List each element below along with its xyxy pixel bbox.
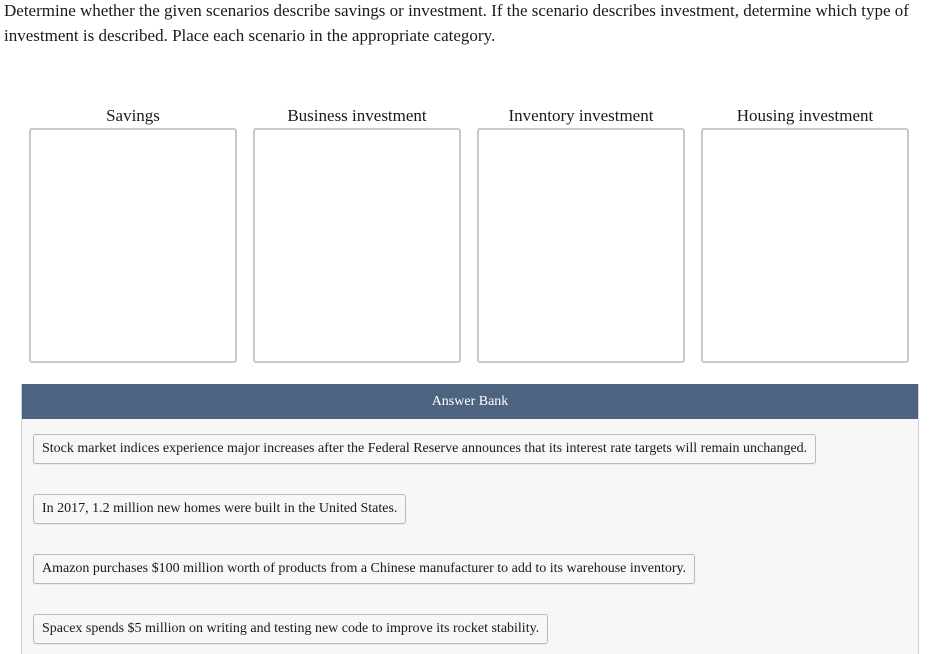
category-savings — [29, 104, 237, 363]
category-inventory-investment — [477, 104, 685, 363]
drop-zone-business-investment[interactable] — [253, 128, 461, 363]
category-title-savings: Savings — [106, 106, 160, 125]
instructions-text: Determine whether the given scenarios describe savings or investment. If the scenario describes investment, determine which type of investment is described. Place each scenario in the appropriate category. — [4, 1, 909, 45]
answer-bank-title: Answer Bank — [22, 384, 918, 419]
answer-chip-spacex-code[interactable]: Spacex spends $5 million on writing and testing new code to improve its rocket stability. — [33, 614, 548, 644]
answer-chip-stock-market[interactable]: Stock market indices experience major increases after the Federal Reserve announces that its interest rate targets will remain unchanged. — [33, 434, 816, 464]
answer-chip-amazon-inventory[interactable]: Amazon purchases $100 million worth of products from a Chinese manufacturer to add to its warehouse inventory. — [33, 554, 695, 584]
answer-chip-new-homes[interactable]: In 2017, 1.2 million new homes were built in the United States. — [33, 494, 406, 524]
category-title-business-investment: Business investment — [287, 106, 427, 125]
answer-bank — [21, 384, 919, 654]
category-housing-investment — [701, 104, 909, 363]
category-title-housing-investment: Housing investment — [736, 106, 874, 125]
drop-zone-savings[interactable] — [29, 128, 237, 363]
drop-zone-housing-investment[interactable] — [701, 128, 909, 363]
category-business-investment — [253, 104, 461, 363]
category-title-inventory-investment: Inventory investment — [508, 106, 654, 125]
drop-zone-inventory-investment[interactable] — [477, 128, 685, 363]
